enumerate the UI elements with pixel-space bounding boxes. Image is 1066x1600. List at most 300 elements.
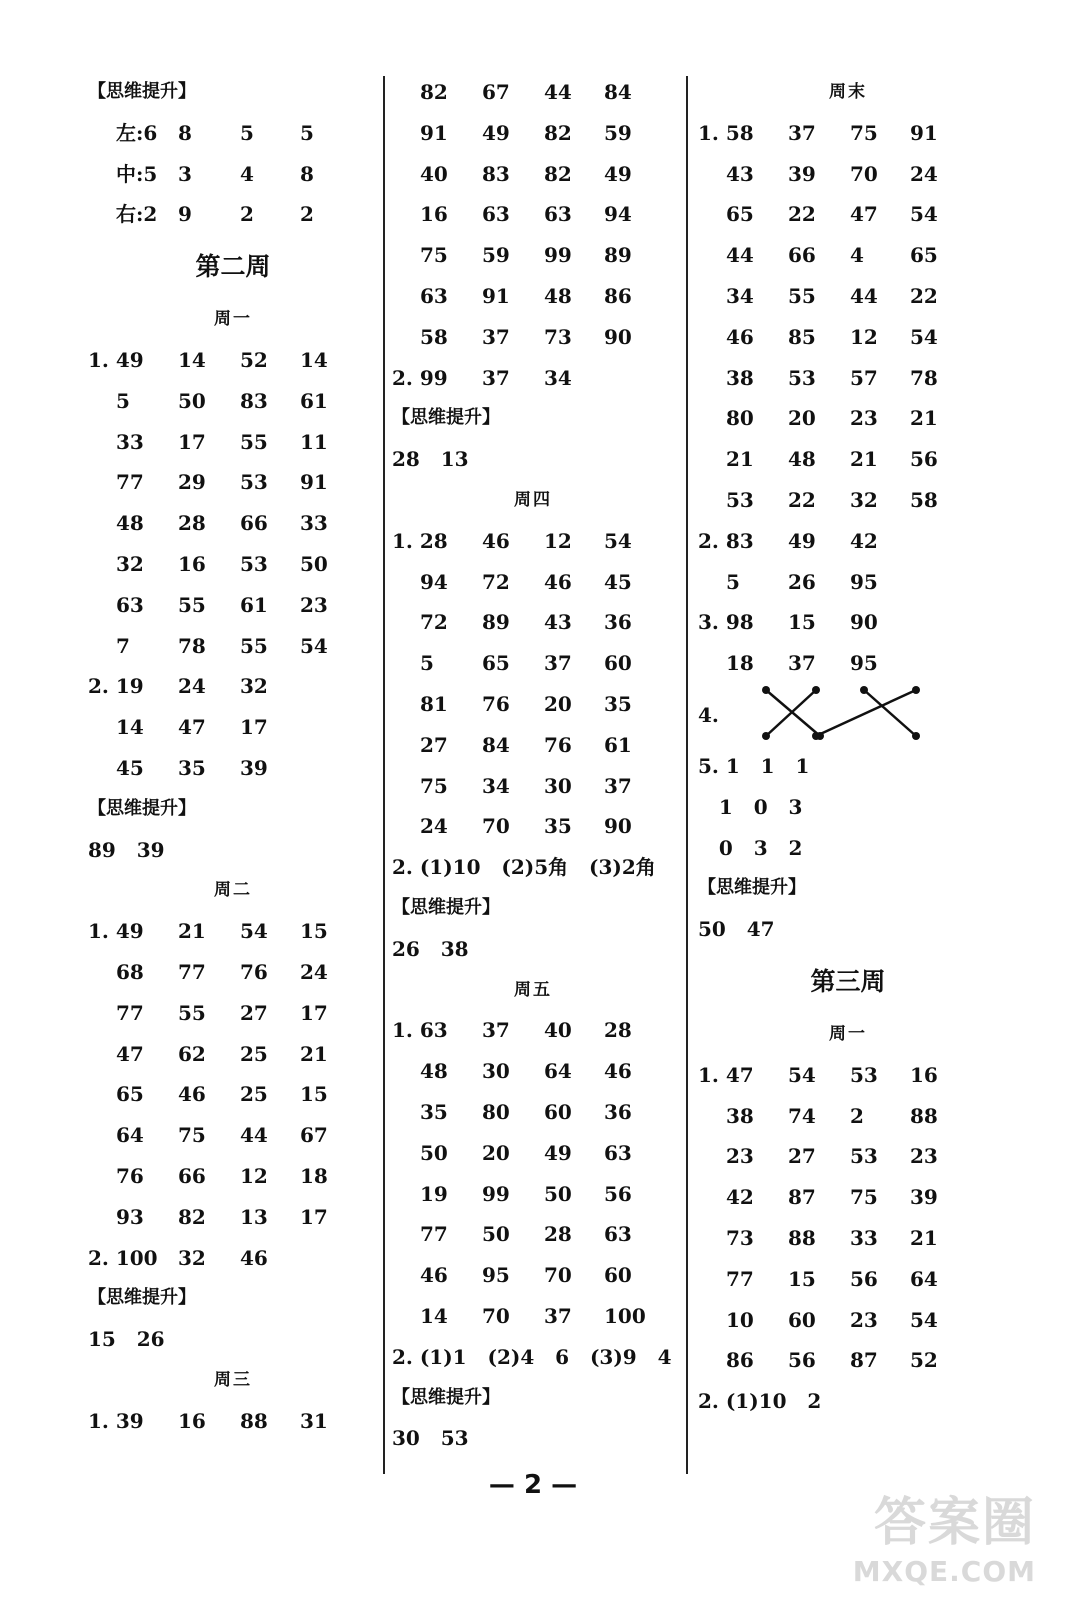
answer-value: 45 [116,755,144,780]
answer-value: 49 [482,120,510,145]
answer-value: 60 [604,651,632,676]
answer-value: 90 [604,324,632,349]
answer-value: 46 [726,324,754,349]
answer-line: 2. (1)10 2 [698,1389,822,1414]
answer-value: 35 [178,755,206,780]
answer-row [698,235,998,276]
answer-value: 59 [482,243,510,268]
answer-value: 3 [178,161,192,186]
answer-row [88,422,378,463]
answer-row [698,1340,998,1381]
answer-value: 4 [240,161,254,186]
answer-value: 33 [850,1225,878,1250]
answer-row [88,952,378,993]
match-dot [762,686,770,694]
answer-row [88,626,378,667]
answer-value: 63 [604,1140,632,1165]
answer-value: 1. 63 [392,1018,448,1043]
answer-value: 75 [850,1185,878,1210]
answer-row [392,521,674,562]
day-heading: 周一 [214,309,252,330]
answer-value: 68 [116,959,144,984]
answer-value: 37 [544,651,572,676]
answer-line: 0 3 2 [698,835,803,860]
answer-value: 25 [240,1082,268,1107]
answer-value: 17 [300,1204,328,1229]
answer-value: 47 [850,202,878,227]
answer-value: 81 [420,691,448,716]
answer-value: 23 [850,1307,878,1332]
watermark-url: MXQE.COM [852,1555,1036,1588]
answer-value: 21 [850,447,878,472]
answer-row [698,521,998,562]
answer-value: 2. 83 [698,528,754,553]
answer-value: 15 [788,1266,816,1291]
answer-value: 40 [544,1018,572,1043]
answer-value: 90 [604,814,632,839]
answer-value: 65 [482,651,510,676]
answer-value: 46 [420,1263,448,1288]
answer-value: 37 [482,324,510,349]
answer-value: 63 [604,1222,632,1247]
answer-value: 95 [850,651,878,676]
answer-value: 50 [420,1140,448,1165]
answer-value: 73 [726,1225,754,1250]
answer-value: 70 [544,1263,572,1288]
answer-row [88,381,378,422]
answer-value: 88 [910,1103,938,1128]
answer-value: 25 [240,1041,268,1066]
answer-value: 53 [240,470,268,495]
answer-value: 35 [544,814,572,839]
answer-value: 60 [788,1307,816,1332]
answer-value: 87 [850,1348,878,1373]
item-label: 4. [698,702,719,727]
answer-value: 63 [482,202,510,227]
answer-value: 84 [482,732,510,757]
answer-value: 14 [300,347,328,372]
answer-value: 75 [420,773,448,798]
answer-value: 62 [178,1041,206,1066]
answer-value: 44 [726,243,754,268]
answer-value: 54 [910,324,938,349]
answer-value: 21 [726,447,754,472]
answer-value: 50 [544,1181,572,1206]
watermark-text: 答案圈 [873,1493,1036,1553]
answer-value: 43 [726,161,754,186]
answer-value: 28 [178,511,206,536]
answer-value: 33 [300,511,328,536]
answer-row [392,1092,674,1133]
match-dot [912,732,920,740]
answer-row [392,235,674,276]
answer-value: 11 [300,429,328,454]
answer-row [698,562,998,603]
answer-value: 14 [420,1303,448,1328]
answer-value: 23 [300,592,328,617]
answer-row [88,1197,378,1238]
answer-value: 1. 58 [698,120,754,145]
answer-value: 14 [116,715,144,740]
answer-value: 8 [300,161,314,186]
answer-value: 42 [726,1185,754,1210]
answer-row [392,1296,674,1337]
answer-row [88,1074,378,1115]
answer-value: 9 [178,202,192,227]
answer-value: 26 [788,569,816,594]
answer-value: 56 [604,1181,632,1206]
answer-value: 49 [604,161,632,186]
answer-row [392,1051,674,1092]
answer-row [392,602,674,643]
answer-value: 54 [910,202,938,227]
answer-value: 22 [788,202,816,227]
answer-value: 77 [178,959,206,984]
answer-value: 3. 98 [698,610,754,635]
answer-value: 5 [240,120,254,145]
answer-line: 15 26 [88,1327,165,1352]
answer-value: 39 [788,161,816,186]
answer-value: 75 [850,120,878,145]
answer-value: 31 [300,1408,328,1433]
answer-value: 50 [178,388,206,413]
answer-row [392,684,674,725]
answer-row [88,1238,378,1279]
answer-value: 72 [482,569,510,594]
answer-value: 83 [482,161,510,186]
answer-value: 65 [910,243,938,268]
answer-value: 右:2 [116,202,158,227]
answer-value: 40 [420,161,448,186]
answer-value: 56 [788,1348,816,1373]
answer-value: 82 [420,80,448,104]
answer-value: 91 [910,120,938,145]
answer-value: 20 [544,691,572,716]
answer-value: 21 [178,919,206,944]
answer-value: 28 [604,1018,632,1043]
answer-value: 39 [240,755,268,780]
answer-value: 52 [910,1348,938,1373]
answer-value: 86 [604,283,632,308]
answer-value: 24 [910,161,938,186]
answer-value: 49 [544,1140,572,1165]
answer-value: 46 [604,1059,632,1084]
answer-value: 64 [544,1059,572,1084]
answer-value: 60 [544,1099,572,1124]
answer-value: 20 [788,406,816,431]
section-label: 【思维提升】 [88,1287,196,1309]
answer-value: 2. 99 [392,365,448,390]
answer-row [698,358,998,399]
answer-value: 23 [910,1144,938,1169]
answer-value: 82 [544,120,572,145]
answer-value: 63 [544,202,572,227]
page-number: — 2 — [488,1470,578,1500]
answer-value: 17 [178,429,206,454]
column-left [88,72,378,1442]
answer-row [88,748,378,789]
answer-value: 44 [850,283,878,308]
answer-value: 35 [420,1099,448,1124]
answer-value: 48 [788,447,816,472]
answer-value: 88 [788,1225,816,1250]
answer-value: 2 [240,202,254,227]
answer-value: 88 [240,1408,268,1433]
answer-value: 63 [420,283,448,308]
answer-value: 39 [910,1185,938,1210]
answer-value: 77 [726,1266,754,1291]
answer-row [88,993,378,1034]
section-label: 【思维提升】 [392,1386,500,1408]
answer-value: 16 [910,1062,938,1087]
answer-value: 91 [420,120,448,145]
answer-row [698,643,998,684]
answer-value: 74 [788,1103,816,1128]
answer-value: 99 [544,243,572,268]
answer-value: 16 [178,551,206,576]
answer-value: 32 [850,487,878,512]
answer-value: 46 [544,569,572,594]
answer-value: 21 [910,406,938,431]
answer-value: 89 [604,243,632,268]
answer-line: 5. 1 1 1 [698,753,810,778]
answer-value: 53 [850,1062,878,1087]
answer-value: 58 [910,487,938,512]
answer-row [698,113,998,154]
answer-row [88,1034,378,1075]
answer-value: 27 [240,1000,268,1025]
answer-value: 47 [178,715,206,740]
answer-value: 21 [910,1225,938,1250]
answer-row [392,358,674,399]
answer-value: 55 [788,283,816,308]
answer-value: 91 [300,470,328,495]
answer-value: 61 [240,592,268,617]
answer-value: 80 [726,406,754,431]
answer-row [698,1096,998,1137]
answer-row [88,585,378,626]
answer-value: 1. 39 [88,1408,144,1433]
answer-value: 1. 49 [88,347,144,372]
answer-value: 65 [116,1082,144,1107]
answer-value: 17 [240,715,268,740]
answer-value: 94 [604,202,632,227]
answer-value: 77 [420,1222,448,1247]
answer-value: 55 [178,592,206,617]
answer-value: 34 [482,773,510,798]
answer-row [392,72,674,113]
answer-value: 93 [116,1204,144,1229]
answer-value: 44 [544,80,572,104]
answer-value: 60 [604,1263,632,1288]
answer-value: 78 [910,365,938,390]
answer-row [698,276,998,317]
answer-row [392,194,674,235]
answer-row [88,1115,378,1156]
answer-value: 83 [240,388,268,413]
answer-row [392,1010,674,1051]
answer-value: 46 [240,1245,268,1270]
answer-value: 35 [604,691,632,716]
answer-value: 8 [178,120,192,145]
answer-value: 43 [544,610,572,635]
answer-value: 37 [788,651,816,676]
answer-row [392,562,674,603]
section-label: 【思维提升】 [88,797,196,819]
answer-row [88,340,378,381]
answer-row [392,1133,674,1174]
answer-value: 75 [178,1123,206,1148]
answer-value: 12 [240,1163,268,1188]
section-label: 【思维提升】 [698,877,806,899]
answer-value: 82 [178,1204,206,1229]
answer-value: 54 [910,1307,938,1332]
answer-value: 72 [420,610,448,635]
answer-row [698,480,998,521]
answer-value: 49 [788,528,816,553]
answer-value: 73 [544,324,572,349]
answer-value: 55 [240,633,268,658]
answer-value: 1. 49 [88,919,144,944]
answer-row [392,1214,674,1255]
answer-value: 53 [788,365,816,390]
answer-value: 27 [788,1144,816,1169]
answer-value: 85 [788,324,816,349]
answer-value: 47 [116,1041,144,1066]
answer-row [392,766,674,807]
answer-value: 82 [544,161,572,186]
answer-value: 37 [544,1303,572,1328]
answer-value: 5 [300,120,314,145]
answer-value: 27 [420,732,448,757]
answer-value: 59 [604,120,632,145]
answer-value: 46 [178,1082,206,1107]
answer-value: 12 [544,528,572,553]
answer-value: 65 [726,202,754,227]
answer-value: 29 [178,470,206,495]
answer-value: 23 [726,1144,754,1169]
answer-value: 53 [726,487,754,512]
answer-value: 38 [726,1103,754,1128]
answer-row [392,725,674,766]
answer-value: 34 [544,365,572,390]
answer-value: 30 [544,773,572,798]
answer-value: 22 [910,283,938,308]
answer-value: 55 [178,1000,206,1025]
answer-value: 56 [910,447,938,472]
answer-value: 70 [850,161,878,186]
answer-value: 56 [850,1266,878,1291]
answer-value: 24 [420,814,448,839]
answer-value: 37 [482,365,510,390]
week-heading: 第三周 [810,966,886,996]
section-label: 【思维提升】 [88,81,196,102]
answer-value: 28 [544,1222,572,1247]
answer-value: 77 [116,470,144,495]
answer-value: 95 [482,1263,510,1288]
answer-value: 53 [240,551,268,576]
answer-value: 64 [116,1123,144,1148]
column-middle [392,72,674,1459]
answer-value: 10 [726,1307,754,1332]
match-line [864,690,916,736]
answer-value: 66 [240,511,268,536]
answer-row [88,911,378,952]
answer-row [698,194,998,235]
answer-value: 37 [482,1018,510,1043]
answer-value: 63 [116,592,144,617]
answer-value: 16 [178,1408,206,1433]
answer-value: 17 [300,1000,328,1025]
answer-value: 70 [482,814,510,839]
answer-row [392,154,674,195]
week-heading: 第二周 [195,252,271,282]
day-heading: 周一 [829,1023,867,1044]
answer-value: 左:6 [116,120,158,145]
answer-value: 13 [240,1204,268,1229]
section-label: 【思维提升】 [392,407,500,429]
answer-row [88,113,378,154]
answer-value: 54 [300,633,328,658]
day-heading: 周四 [514,489,552,510]
answer-value: 42 [850,528,878,553]
answer-value: 15 [300,919,328,944]
column-right [698,72,998,1422]
answer-value: 24 [300,959,328,984]
answer-value: 15 [300,1082,328,1107]
answer-value: 36 [604,1099,632,1124]
answer-value: 38 [726,365,754,390]
section-label: 【思维提升】 [392,896,500,918]
watermark-logo [853,1480,1036,1588]
answer-value: 54 [788,1062,816,1087]
answer-row [88,1156,378,1197]
answer-row [392,317,674,358]
answer-value: 37 [788,120,816,145]
answer-value: 32 [240,674,268,699]
answer-value: 1. 28 [392,528,448,553]
answer-value: 44 [240,1123,268,1148]
answer-value: 53 [850,1144,878,1169]
day-heading: 周末 [829,82,867,102]
answer-value: 99 [482,1181,510,1206]
answer-value: 58 [420,324,448,349]
match-dot [912,686,920,694]
answer-value: 55 [240,429,268,454]
answer-line: 1 0 3 [698,794,803,819]
answer-row [392,113,674,154]
answer-value: 34 [726,283,754,308]
answer-value: 37 [604,773,632,798]
answer-value: 50 [482,1222,510,1247]
answer-row [698,602,998,643]
answer-value: 7 [116,633,130,658]
answer-row [88,544,378,585]
answer-row [392,276,674,317]
match-dot [812,686,820,694]
day-heading: 周二 [214,880,252,901]
answer-value: 12 [850,324,878,349]
answer-value: 2. 100 [88,1245,158,1270]
answer-value: 77 [116,1000,144,1025]
answer-value: 70 [482,1303,510,1328]
answer-value: 30 [482,1059,510,1084]
answer-line: 2. (1)10 (2)5角 (3)2角 [392,855,656,880]
answer-row [88,194,378,235]
answer-value: 19 [420,1181,448,1206]
answer-value: 36 [604,610,632,635]
match-line [816,690,916,736]
